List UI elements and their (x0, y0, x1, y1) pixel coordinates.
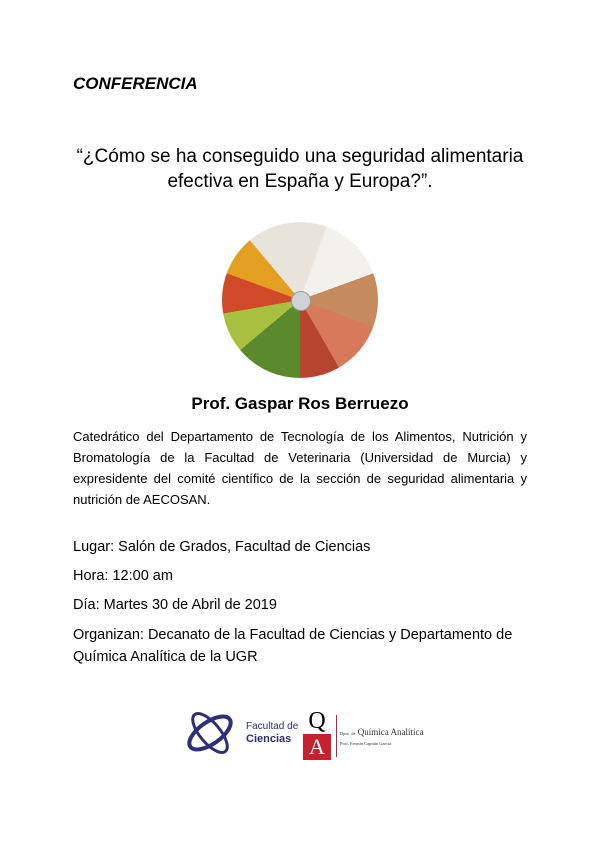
heading: CONFERENCIA (73, 74, 198, 93)
qa-dept: Dpto. de (340, 731, 356, 736)
info-dia: Día: Martes 30 de Abril de 2019 (73, 597, 277, 613)
facultad-text: Facultad de (246, 721, 299, 732)
qa-name: Química Analítica (357, 727, 424, 737)
qa-sub: Prof. Fermín Capitán García (340, 741, 392, 746)
title-line: efectiva en España y Europa?”. (167, 171, 433, 192)
speaker-name: Prof. Gaspar Ros Berruezo (191, 394, 409, 413)
quimica-analitica-logo (303, 708, 331, 760)
ciencias-text: Ciencias (246, 733, 292, 745)
quimica-analitica-label (340, 727, 423, 749)
info-lugar: Lugar: Salón de Grados, Facultad de Ciencias (73, 539, 371, 555)
divider (336, 715, 337, 757)
conference-title (60, 144, 540, 194)
info-hora: Hora: 12:00 am (73, 568, 173, 584)
facultad-ciencias-label (246, 720, 298, 746)
qa-q-letter: Q (308, 708, 326, 734)
food-image-center (291, 291, 311, 311)
title-line: “¿Cómo se ha conseguido una seguridad alimentaria (76, 146, 524, 167)
facultad-ciencias-logo-icon (183, 705, 238, 760)
speaker-bio: Catedrático del Departamento de Tecnología de los Alimentos, Nutrición y Bromatología de la Facultad de Veterinaria (Universidad de Murcia) y expresidente del comité científico de la sección de seguridad alimentaria y nutrición de AECOSAN. (73, 429, 527, 507)
info-organizan: Organizan: Decanato de la Facultad de Ciencias y Departamento de Química Analítica de la UGR (73, 627, 513, 665)
qa-a-letter: A (303, 734, 331, 760)
